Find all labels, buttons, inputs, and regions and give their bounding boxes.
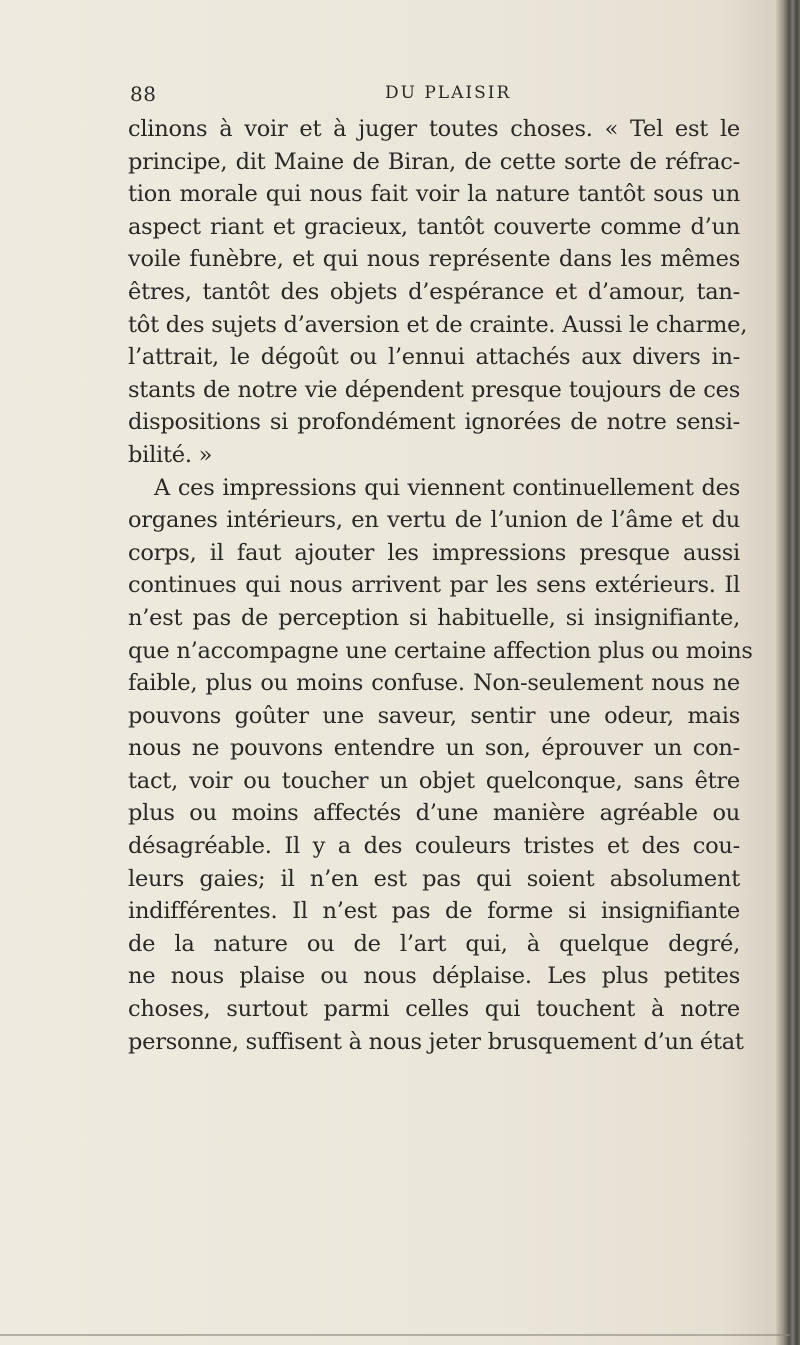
text-line: continues qui nous arrivent par les sens extérieurs. Il	[128, 572, 740, 599]
text-line: de la nature ou de l’art qui, à quelque degré,	[128, 930, 740, 957]
text-line: tact, voir ou toucher un objet quelconque, sans être	[128, 767, 740, 794]
text-line: stants de notre vie dépendent presque toujours de ces	[128, 376, 740, 403]
text-line: principe, dit Maine de Biran, de cette sorte de réfrac-	[128, 148, 740, 175]
text-line: n’est pas de perception si habituelle, si insignifiante,	[128, 604, 740, 631]
paragraph-start-line: A ces impressions qui viennent continuellement des	[154, 474, 740, 501]
running-head-title: DU PLAISIR	[385, 83, 512, 103]
text-line: faible, plus ou moins confuse. Non-seulement nous ne	[128, 670, 740, 697]
text-line: organes intérieurs, en vertu de l’union de l’âme et du	[128, 507, 740, 534]
page-edge-shadow	[776, 0, 800, 1345]
text-line: personne, suffisent à nous jeter brusquement d’un état	[128, 1028, 744, 1055]
text-line: bilité. »	[128, 441, 213, 468]
text-line: que n’accompagne une certaine affection plus ou moins	[128, 637, 753, 664]
text-line: plus ou moins affectés d’une manière agréable ou	[128, 800, 740, 827]
text-line: êtres, tantôt des objets d’espérance et d’amour, tan-	[128, 278, 740, 305]
text-line: indifférentes. Il n’est pas de forme si insignifiante	[128, 898, 740, 925]
text-line: corps, il faut ajouter les impressions presque aussi	[128, 539, 740, 566]
text-line: tion morale qui nous fait voir la nature tantôt sous un	[128, 181, 740, 208]
text-line: ne nous plaise ou nous déplaise. Les plus petites	[128, 963, 740, 990]
text-line: clinons à voir et à juger toutes choses. « Tel est le	[128, 116, 740, 142]
text-line: pouvons goûter une saveur, sentir une odeur, mais	[128, 702, 740, 729]
text-line: leurs gaies; il n’en est pas qui soient absolument	[128, 865, 740, 892]
text-line: voile funèbre, et qui nous représente dans les mêmes	[128, 246, 740, 273]
text-line: désagréable. Il y a des couleurs tristes et des cou-	[128, 833, 740, 860]
text-line: l’attrait, le dégoût ou l’ennui attachés aux divers in-	[128, 344, 740, 371]
text-line: dispositions si profondément ignorées de notre sensi-	[128, 409, 740, 436]
text-line: nous ne pouvons entendre un son, éprouver un con-	[128, 735, 740, 762]
text-line: choses, surtout parmi celles qui touchent à notre	[128, 996, 740, 1023]
running-head	[0, 82, 800, 112]
text-line: aspect riant et gracieux, tantôt couverte comme d’un	[128, 213, 740, 240]
page-number: 88	[130, 82, 157, 106]
text-line: tôt des sujets d’aversion et de crainte. Aussi le charme,	[128, 311, 748, 338]
bottom-edge-line	[0, 1334, 790, 1336]
body-text	[128, 113, 753, 1058]
